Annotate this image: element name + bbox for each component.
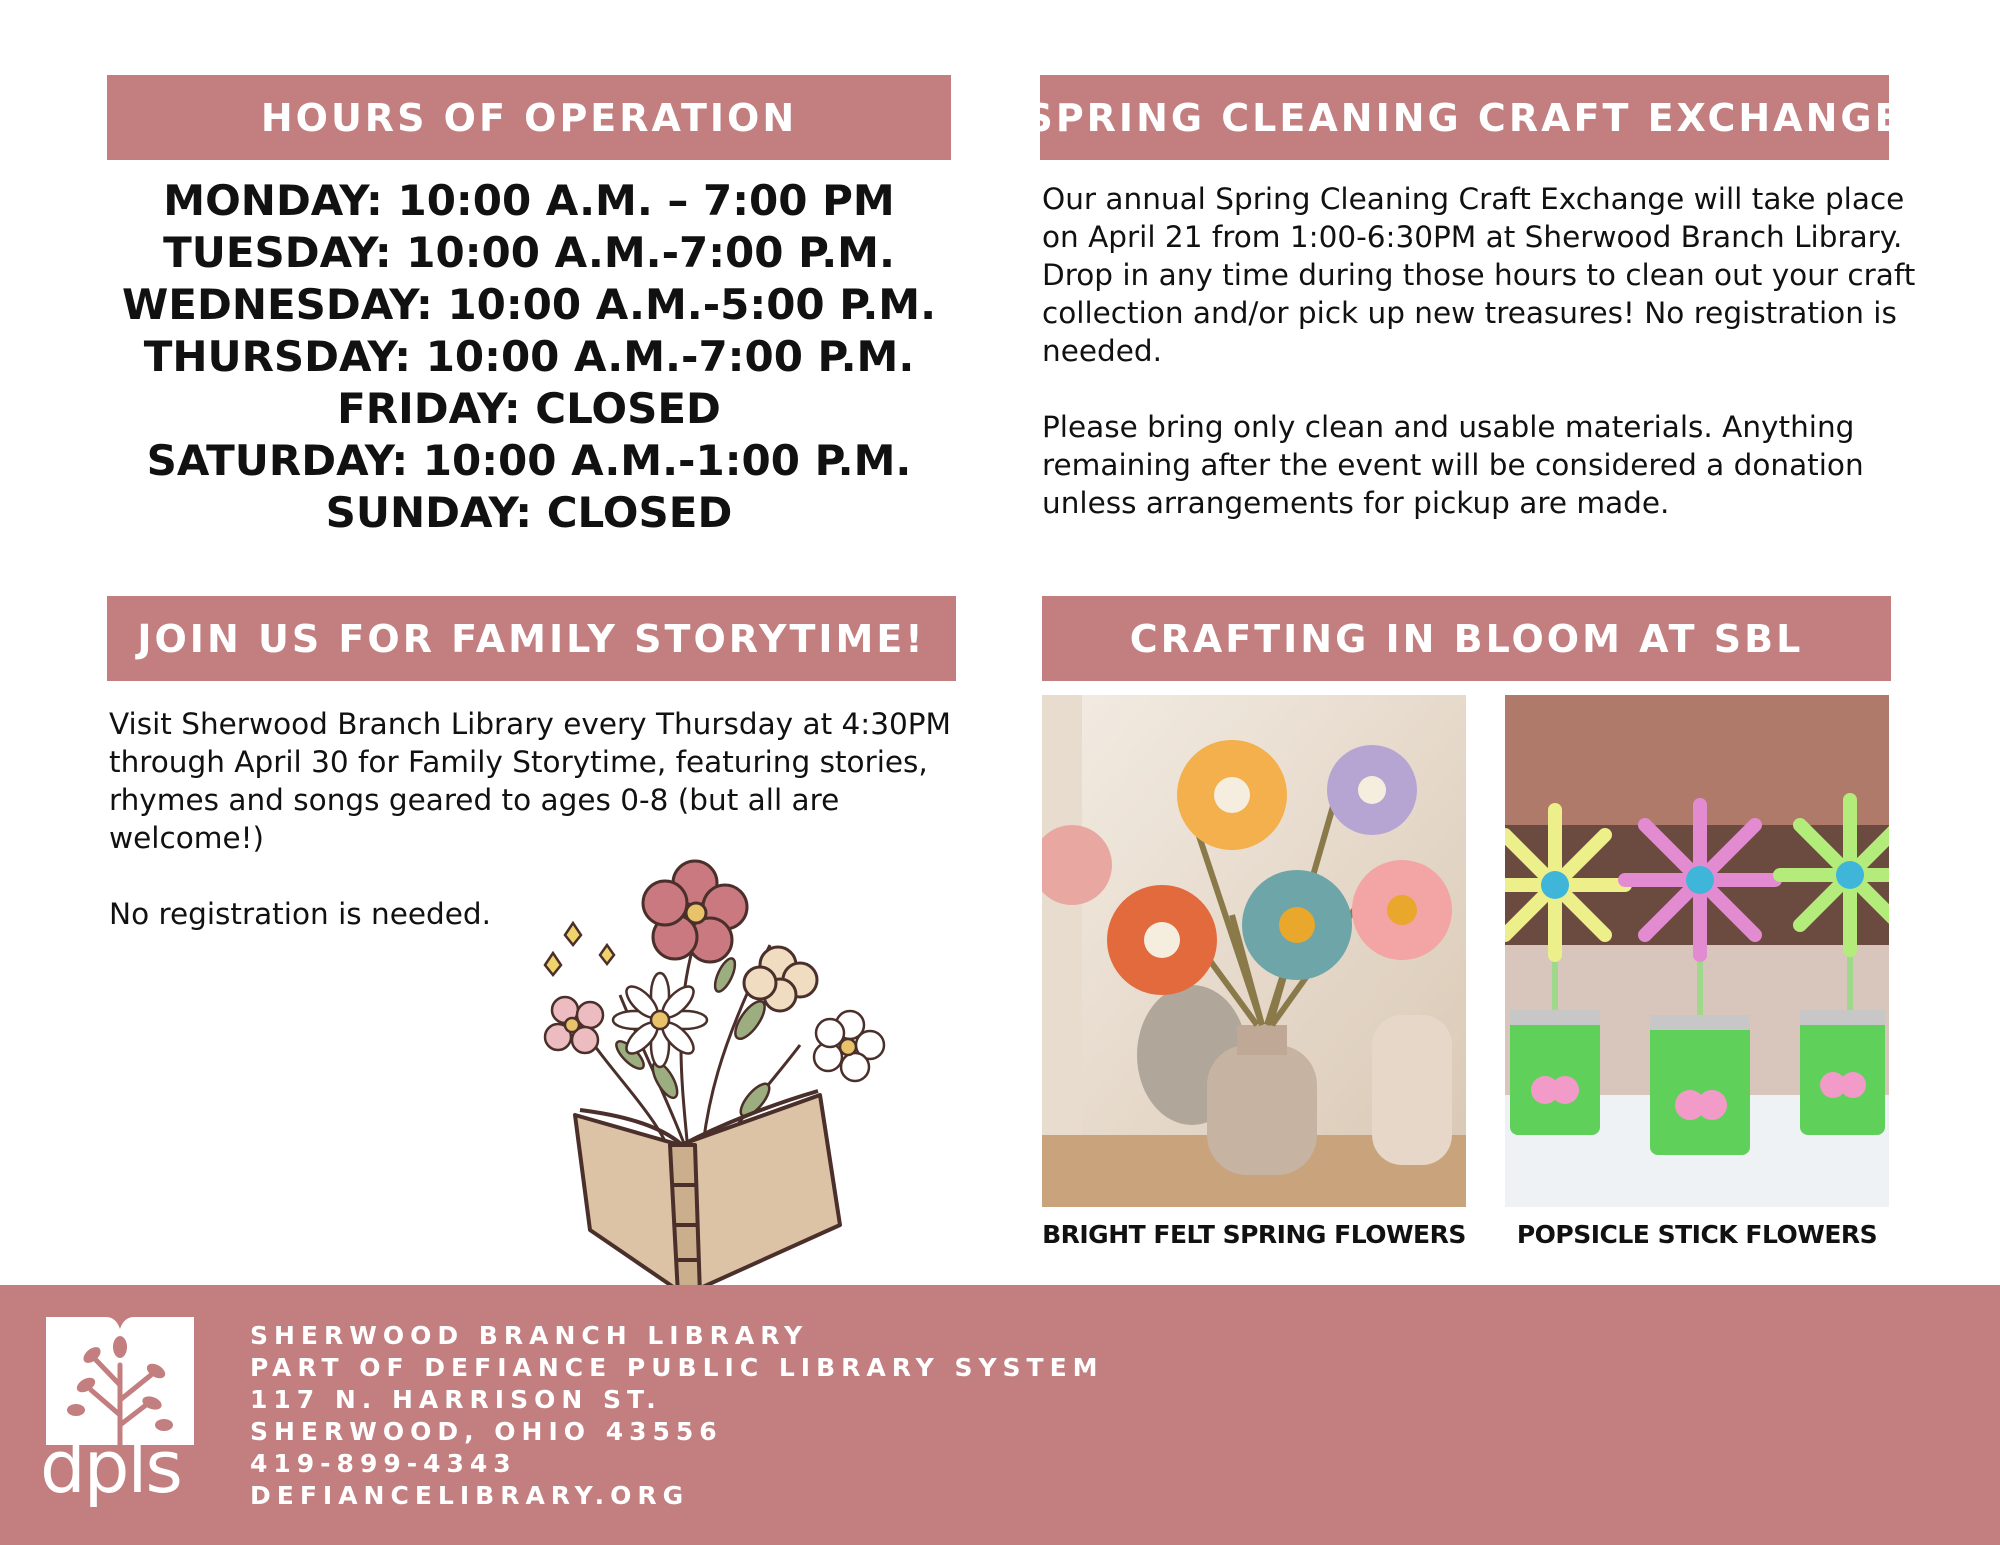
spring-description [1042,180,1922,522]
book-bouquet-illustration [520,845,900,1305]
storytime-banner [107,596,956,681]
popsicle-flowers-photo [1505,695,1889,1207]
storytime-paragraph-2: No registration is needed. [109,897,491,931]
hours-list [107,175,951,539]
dpls-logo-text: dpls [40,1425,181,1509]
footer-library-name: SHERWOOD BRANCH LIBRARY [250,1321,809,1350]
felt-flowers-photo [1042,695,1466,1207]
hours-wednesday: WEDNESDAY: 10:00 A.M.-5:00 P.M. [121,280,937,329]
footer-system-name: PART OF DEFIANCE PUBLIC LIBRARY SYSTEM [250,1353,1104,1382]
hours-tuesday: TUESDAY: 10:00 A.M.-7:00 P.M. [163,228,895,277]
spring-banner [1025,75,1904,160]
footer-contact [250,1320,1104,1512]
bloom-banner [1042,596,1891,681]
hours-banner [107,75,951,160]
hours-saturday: SATURDAY: 10:00 A.M.-1:00 P.M. [146,436,912,485]
hours-monday: MONDAY: 10:00 A.M. – 7:00 PM [163,176,895,225]
spring-paragraph-2: Please bring only clean and usable materials. Anything remaining after the event will be considered a donation unless arrangements for pickup are made. [1042,410,1864,520]
hours-thursday: THURSDAY: 10:00 A.M.-7:00 P.M. [143,332,915,381]
spring-paragraph-1: Our annual Spring Cleaning Craft Exchange will take place on April 21 from 1:00-6:30PM at Sherwood Branch Library. Drop in any time during those hours to clean out your craft collection and/or pick up new treasures! No registration is needed. [1042,182,1916,368]
footer-website: DEFIANCELIBRARY.ORG [250,1481,690,1510]
hours-sunday: SUNDAY: CLOSED [325,488,733,537]
felt-flowers-caption: BRIGHT FELT SPRING FLOWERS [1042,1220,1466,1249]
footer-phone: 419-899-4343 [250,1449,517,1478]
storytime-paragraph-1: Visit Sherwood Branch Library every Thursday at 4:30PM through April 30 for Family Storytime, featuring stories, rhymes and songs geared to ages 0-8 (but all are welcome!) [109,707,952,855]
footer-street: 117 N. HARRISON ST. [250,1385,662,1414]
storytime-title: JOIN US FOR FAMILY STORYTIME! [137,616,926,661]
bloom-title: CRAFTING IN BLOOM AT SBL [1129,616,1804,661]
popsicle-flowers-caption: POPSICLE STICK FLOWERS [1516,1220,1878,1249]
footer-city: SHERWOOD, OHIO 43556 [250,1417,723,1446]
spring-title: SPRING CLEANING CRAFT EXCHANGE [1025,95,1904,140]
hours-title: HOURS OF OPERATION [260,95,798,140]
hours-friday: FRIDAY: CLOSED [337,384,721,433]
